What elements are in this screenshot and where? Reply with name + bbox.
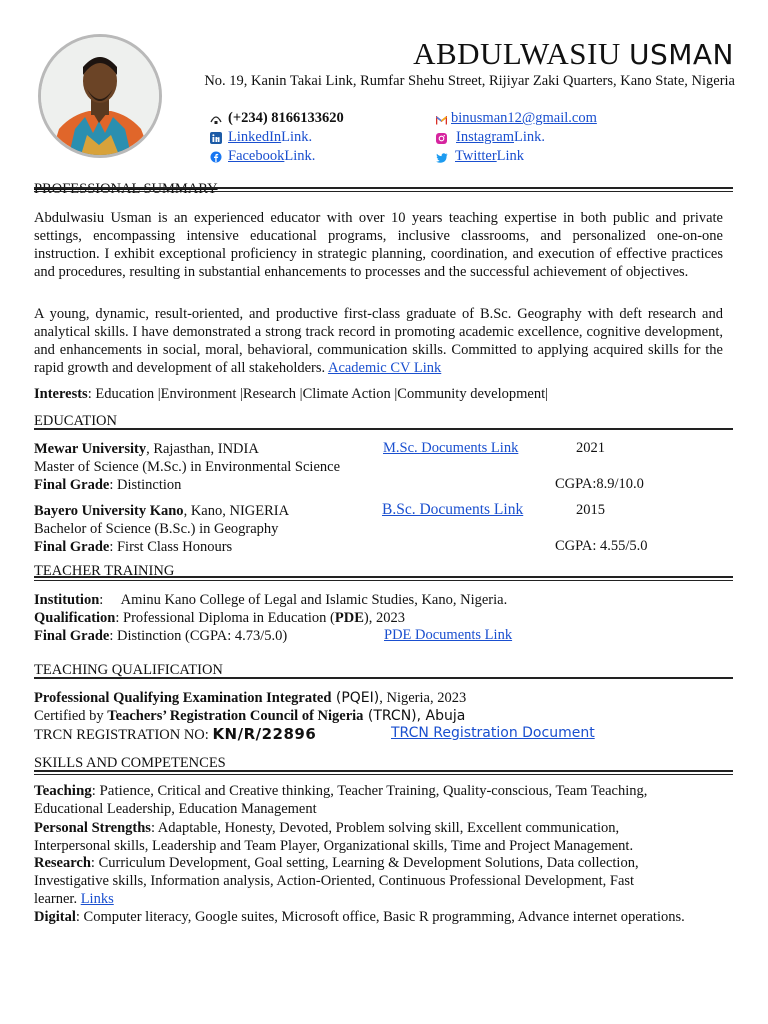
education-entry-2-school <box>34 502 289 520</box>
facebook-link[interactable]: Facebook <box>228 148 285 164</box>
instagram-suffix: Link. <box>513 129 545 145</box>
interests-label: Interests <box>34 386 88 402</box>
research-skills-line-3 <box>34 890 114 908</box>
grade-value: : First Class Honours <box>109 539 233 555</box>
linkedin-contact <box>210 129 312 146</box>
skills-rule <box>34 770 733 772</box>
twitter-contact <box>436 148 524 165</box>
interests-text: : Education |Environment |Research |Climate Action |Community development| <box>87 386 549 402</box>
twitter-link[interactable]: Twitter <box>455 148 497 164</box>
institution-label: Institution <box>34 592 100 608</box>
twitter-suffix: Link <box>496 148 525 164</box>
research-skills-line-2: Investigative skills, Information analysis, Action-Oriented, Continuous Professional Development, Fast <box>34 873 635 889</box>
certified-pre: Certified by <box>34 708 108 724</box>
gmail-icon <box>436 113 447 125</box>
research-links-link[interactable]: Links <box>80 891 114 907</box>
institution-value: : Aminu Kano College of Legal and Islamic Studies, Kano, Nigeria. <box>99 592 508 608</box>
research-skills-label: Research <box>34 855 91 871</box>
teaching-qualification-title: TEACHING QUALIFICATION <box>34 662 223 678</box>
education-entry-1-year: 2021 <box>576 440 605 456</box>
teaching-qualification-rule <box>34 677 733 679</box>
full-name <box>413 36 734 72</box>
personal-strengths-text-1: : Adaptable, Honesty, Devoted, Problem solving skill, Excellent communication, <box>150 820 620 836</box>
instagram-contact <box>436 129 545 146</box>
phone-contact <box>210 110 344 127</box>
education-entry-2-cgpa: CGPA: 4.55/5.0 <box>555 538 648 554</box>
institution-line <box>34 591 507 609</box>
grade-label: Final Grade <box>34 539 110 555</box>
teaching-skills-line-2: Educational Leadership, Education Management <box>34 801 317 817</box>
pqei-rest: , Nigeria, 2023 <box>379 690 467 706</box>
grade-label: Final Grade <box>34 477 110 493</box>
personal-strengths-label: Personal Strengths <box>34 820 151 836</box>
facebook-icon <box>210 151 222 163</box>
education-entry-2-year: 2015 <box>576 502 605 518</box>
research-skills-text-1: : Curriculum Development, Goal setting, Learning & Development Solutions, Data collection, <box>90 855 639 871</box>
facebook-suffix: Link. <box>284 148 316 164</box>
summary-paragraph-1: Abdulwasiu Usman is an experienced educator with over 10 years teaching expertise in both public and private settings, encompassing intensive educational programs, inclusive classrooms, and personalized one-on-one instruction. I exhibit exceptional proficiency in strategic planning, coordination, and execution of effective practices and procedures, resulting in substantial enhancements to processes and the successful achievement of objectives. <box>34 210 723 280</box>
trcn-name: Teachers’ Registration Council of Nigeria <box>107 708 364 724</box>
facebook-contact <box>210 148 315 165</box>
trcn-registration-document-link[interactable]: TRCN Registration Document <box>391 725 595 741</box>
skills-title: SKILLS AND COMPETENCES <box>34 755 226 771</box>
education-entry-1-degree: Master of Science (M.Sc.) in Environmental Science <box>34 459 341 475</box>
teaching-skills-colon: : <box>91 783 100 799</box>
phone-number: (+234) 8166133620 <box>228 110 344 126</box>
pqei-abbr: (PQEI) <box>331 690 380 706</box>
teaching-skills-first: Patience <box>99 783 151 799</box>
teacher-training-rule-thin <box>34 580 733 581</box>
training-grade-value: : Distinction (CGPA: 4.73/5.0) <box>109 628 288 644</box>
grade-value: : Distinction <box>109 477 182 493</box>
teaching-skills-label: Teaching <box>34 783 92 799</box>
qualification-line <box>34 609 405 627</box>
research-skills-text-3: learner. <box>34 891 81 907</box>
school-location: , Kano, NIGERIA <box>183 503 290 519</box>
pde-documents-link[interactable]: PDE Documents Link <box>384 627 513 643</box>
personal-strengths-line-1 <box>34 819 619 837</box>
teaching-skills-line-1 <box>34 782 647 800</box>
twitter-icon <box>436 151 448 163</box>
linkedin-link[interactable]: LinkedIn <box>228 129 282 145</box>
digital-skills-label: Digital <box>34 909 76 925</box>
trcn-abbr: (TRCN), Abuja <box>363 708 466 724</box>
summary-rule-thin <box>34 191 733 192</box>
training-grade-label: Final Grade <box>34 628 110 644</box>
qualification-pre: : Professional Diploma in Education ( <box>115 610 335 626</box>
research-skills-line-1 <box>34 854 639 872</box>
last-name: USMAN <box>628 38 734 71</box>
linkedin-icon <box>210 132 222 144</box>
phone-icon <box>210 113 222 125</box>
school-name: Mewar University <box>34 441 147 457</box>
education-title: EDUCATION <box>34 413 117 429</box>
summary-rule <box>34 187 733 189</box>
certified-line <box>34 707 465 725</box>
teacher-training-title: TEACHER TRAINING <box>34 563 175 579</box>
summary-paragraph-2-text: A young, dynamic, result-oriented, and productive first-class graduate of B.Sc. Geography with deft research and analytical skills. I have demonstrated a strong track record in promoting academic excellence, cognitive development, and enhancements in social, moral, behavioral, communication skills. Committed to applying acquired skills for the rapid growth and development of all stakeholders. <box>34 306 723 376</box>
education-entry-1-grade <box>34 476 181 494</box>
digital-skills-text: : Computer literacy, Google suites, Microsoft office, Basic R programming, Advance internet operations. <box>75 909 685 925</box>
avatar-illustration <box>41 37 159 155</box>
qualification-post: ), 2023 <box>363 610 405 626</box>
skills-rule-thin <box>34 774 733 775</box>
instagram-link[interactable]: Instagram <box>456 129 514 145</box>
email-link[interactable]: binusman12@gmail.com <box>451 110 597 126</box>
teacher-training-rule <box>34 576 733 578</box>
digital-skills-line <box>34 908 685 926</box>
pqei-line <box>34 689 466 707</box>
qualification-label: Qualification <box>34 610 116 626</box>
bsc-documents-link[interactable]: B.Sc. Documents Link <box>382 501 524 518</box>
instagram-icon <box>436 132 448 144</box>
teaching-skills-text-1: , Critical and Creative thinking, Teacher Training, Quality-conscious, Team Teaching, <box>150 783 648 799</box>
first-name: ABDULWASIU <box>413 36 621 71</box>
personal-strengths-line-2: Interpersonal skills, Leadership and Team Player, Organizational skills, Time and Project Management. <box>34 838 634 854</box>
training-grade-line <box>34 627 287 645</box>
linkedin-suffix: Link. <box>281 129 313 145</box>
education-rule <box>34 428 733 430</box>
trcn-reg-label: TRCN REGISTRATION NO: <box>34 727 213 743</box>
education-entry-1-school <box>34 440 259 458</box>
address: No. 19, Kanin Takai Link, Rumfar Shehu Street, Rijiyar Zaki Quarters, Kano State, Nigeria <box>204 73 735 89</box>
trcn-reg-line <box>34 725 316 744</box>
msc-documents-link[interactable]: M.Sc. Documents Link <box>383 440 519 456</box>
profile-photo <box>38 34 162 158</box>
school-name: Bayero University Kano <box>34 503 184 519</box>
email-contact <box>436 110 597 127</box>
summary-paragraph-2 <box>34 305 723 377</box>
school-location: , Rajasthan, INDIA <box>146 441 259 457</box>
pqei-title: Professional Qualifying Examination Integrated <box>34 690 332 706</box>
summary-title: PROFESSIONAL SUMMARY <box>34 181 218 197</box>
interests-line <box>34 385 548 403</box>
qualification-abbr: PDE <box>334 610 364 626</box>
education-entry-2-grade <box>34 538 232 556</box>
academic-cv-link[interactable]: Academic CV Link <box>327 360 442 376</box>
education-entry-2-degree: Bachelor of Science (B.Sc.) in Geography <box>34 521 279 537</box>
trcn-reg-number: KN/R/22896 <box>212 725 317 743</box>
education-entry-1-cgpa: CGPA:8.9/10.0 <box>555 476 644 492</box>
